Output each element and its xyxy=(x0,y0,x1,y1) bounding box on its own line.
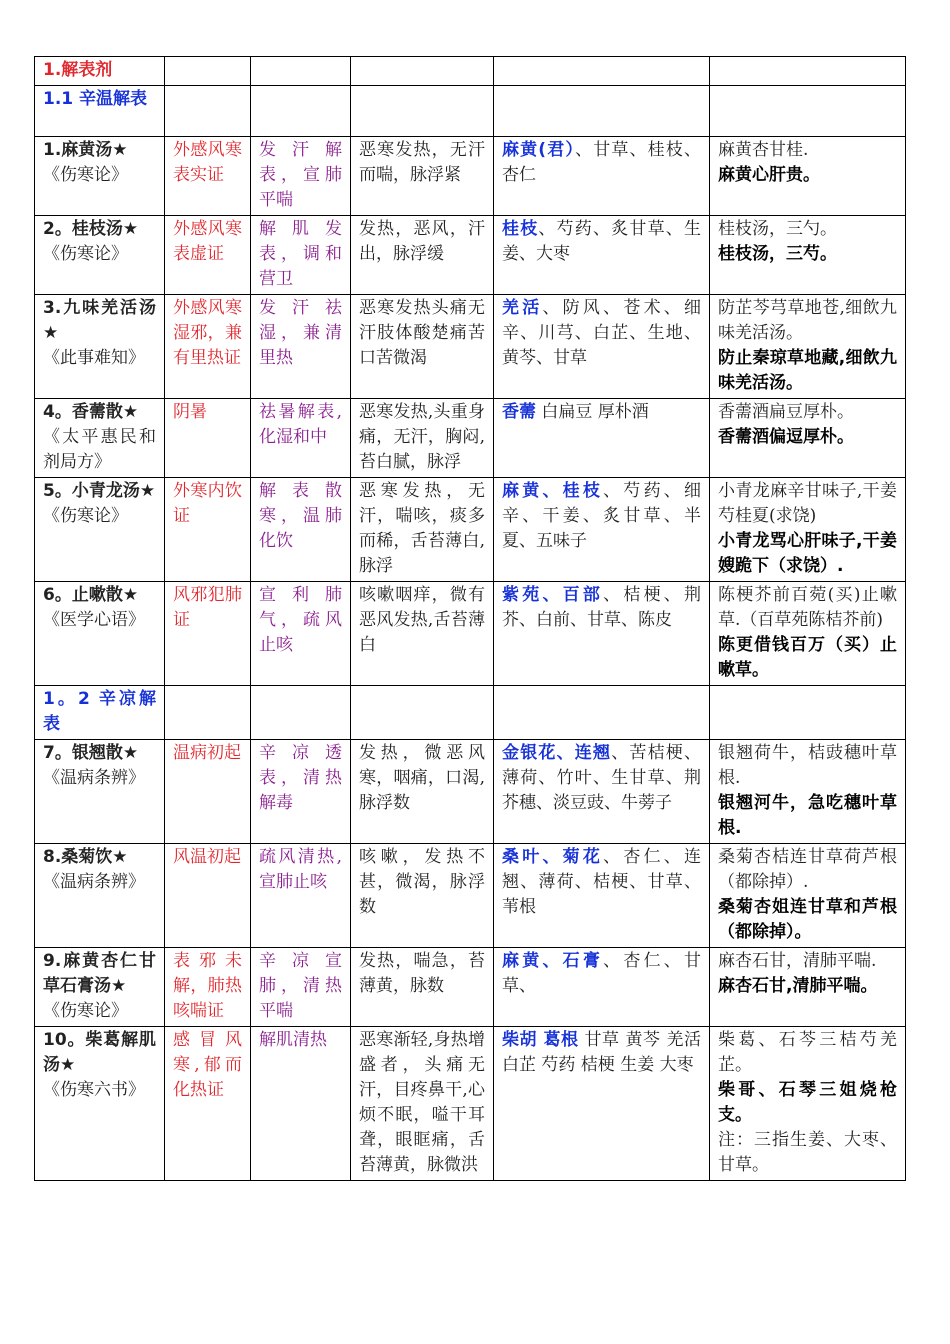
effect-cell: 解表散寒，温肺化饮 xyxy=(251,478,351,582)
symptoms-cell: 恶寒发热，无汗而喘，脉浮紧 xyxy=(351,137,494,216)
formula-name-cell xyxy=(35,844,165,948)
syndrome-cell: 阴暑 xyxy=(165,399,251,478)
formula-source: 《伤寒论》 xyxy=(43,1001,128,1021)
formula-row xyxy=(35,399,906,478)
formula-name: 10。柴葛解肌汤★ xyxy=(43,1030,156,1075)
mnemonic-bold: 桑菊杏姐连甘草和芦根（都除掉）。 xyxy=(718,897,897,942)
formula-table xyxy=(34,56,906,1181)
herbs-rest: 、桔梗、荆芥、白前、甘草、陈皮 xyxy=(502,585,702,630)
herbs-rest: 、杏仁、甘草、 xyxy=(502,951,702,996)
subsection-title: 1.1 辛温解表 xyxy=(35,86,165,137)
formula-source: 《太平惠民和剂局方》 xyxy=(43,427,156,472)
formula-row xyxy=(35,1027,906,1181)
symptoms-cell: 咳嗽，发热不甚，微渴，脉浮数 xyxy=(351,844,494,948)
symptoms-cell: 恶寒渐轻,身热增盛者，头痛无汗，目疼鼻干,心烦不眠，嗌干耳聋，眼眶痛，舌苔薄黄，脉微洪 xyxy=(351,1027,494,1181)
mnemonic-bold: 麻杏石甘,清肺平喘。 xyxy=(718,976,878,996)
mnemonic-cell xyxy=(710,137,906,216)
herbs-cell xyxy=(494,1027,710,1181)
effect-cell: 发汗祛湿，兼清里热 xyxy=(251,295,351,399)
herbs-rest: 、芍药、细辛、干姜、炙甘草、半夏、五味子 xyxy=(502,481,702,551)
formula-source: 《伤寒论》 xyxy=(43,244,128,264)
section-title: 1.解表剂 xyxy=(35,57,165,86)
mnemonic-cell xyxy=(710,844,906,948)
formula-name-cell xyxy=(35,295,165,399)
formula-row xyxy=(35,216,906,295)
formula-name-cell xyxy=(35,478,165,582)
herbs-key: 金银花、连翘 xyxy=(502,743,612,763)
herbs-cell xyxy=(494,478,710,582)
symptoms-cell: 恶寒发热头痛无汗肢体酸楚痛苦口苦微渴 xyxy=(351,295,494,399)
mnemonic-bold: 银翘河牛，急吃穗叶草根. xyxy=(718,793,897,838)
symptoms-cell: 恶寒发热，无汗，喘咳，痰多而稀，舌苔薄白,脉浮 xyxy=(351,478,494,582)
formula-name: 9.麻黄杏仁甘草石膏汤★ xyxy=(43,951,156,996)
syndrome-cell: 风邪犯肺证 xyxy=(165,582,251,686)
formula-row xyxy=(35,948,906,1027)
mnemonic-cell xyxy=(710,295,906,399)
mnemonic: 小青龙麻辛甘味子,干姜芍桂夏(求饶) xyxy=(718,481,897,526)
herbs-key: 麻黄(君） xyxy=(502,140,576,160)
symptoms-cell: 恶寒发热,头重身痛，无汗，胸闷,苔白腻，脉浮 xyxy=(351,399,494,478)
syndrome-cell: 表邪未解，肺热咳喘证 xyxy=(165,948,251,1027)
herbs-cell xyxy=(494,948,710,1027)
mnemonic-cell xyxy=(710,216,906,295)
mnemonic: 柴葛、石芩三桔芍羌芷。 xyxy=(718,1030,897,1075)
section-row xyxy=(35,86,906,137)
herbs-key: 柴胡 葛根 xyxy=(502,1030,579,1050)
herbs-cell xyxy=(494,216,710,295)
symptoms-cell: 发热，喘急，苔薄黄，脉数 xyxy=(351,948,494,1027)
syndrome-cell: 外感风寒表实证 xyxy=(165,137,251,216)
herbs-rest: 、芍药、炙甘草、生姜、大枣 xyxy=(502,219,702,264)
mnemonic: 麻杏石甘，清肺平喘. xyxy=(718,951,877,971)
herbs-rest: 甘草 黄芩 羌活 白芷 芍药 桔梗 生姜 大枣 xyxy=(502,1030,701,1075)
effect-cell: 辛凉宣肺，清热平喘 xyxy=(251,948,351,1027)
formula-row xyxy=(35,478,906,582)
mnemonic: 桂枝汤，三勺。 xyxy=(718,219,837,239)
herbs-rest: 白扁豆 厚朴酒 xyxy=(536,402,649,422)
mnemonic-bold: 桂枝汤，三芍。 xyxy=(718,244,837,264)
formula-name: 2。桂枝汤★ xyxy=(43,219,139,239)
formula-name: 3.九味羌活汤★ xyxy=(43,298,156,343)
mnemonic: 陈梗芥前百菀(买)止嗽草.（百草苑陈桔芥前) xyxy=(718,585,897,630)
formula-row xyxy=(35,137,906,216)
formula-name-cell xyxy=(35,740,165,844)
syndrome-cell: 温病初起 xyxy=(165,740,251,844)
formula-source: 《伤寒论》 xyxy=(43,506,128,526)
mnemonic: 麻黄杏甘桂. xyxy=(718,140,809,160)
syndrome-cell: 外感风寒表虚证 xyxy=(165,216,251,295)
mnemonic: 香薷酒扁豆厚朴。 xyxy=(718,402,854,422)
syndrome-cell: 外寒内饮证 xyxy=(165,478,251,582)
syndrome-cell: 外感风寒湿邪，兼有里热证 xyxy=(165,295,251,399)
formula-name-cell xyxy=(35,1027,165,1181)
formula-row xyxy=(35,582,906,686)
herbs-key: 桑叶、菊花 xyxy=(502,847,604,867)
formula-name: 6。止嗽散★ xyxy=(43,585,139,605)
formula-name: 7。银翘散★ xyxy=(43,743,139,763)
herbs-cell xyxy=(494,740,710,844)
mnemonic-bold: 小青龙骂心肝味子,干姜嫂跪下（求饶）. xyxy=(718,531,897,576)
mnemonic: 银翘荷牛，桔豉穗叶草根. xyxy=(718,743,897,788)
mnemonic: 防芷芩芎草地苍,细飲九味羌活汤。 xyxy=(718,298,897,343)
mnemonic-note: 注：三指生姜、大枣、甘草。 xyxy=(718,1130,897,1175)
formula-name-cell xyxy=(35,216,165,295)
symptoms-cell: 发热，恶风，汗出，脉浮缓 xyxy=(351,216,494,295)
herbs-cell xyxy=(494,844,710,948)
formula-name: 4。香薷散★ xyxy=(43,402,139,422)
formula-source: 《伤寒六书》 xyxy=(43,1080,145,1100)
mnemonic-cell xyxy=(710,399,906,478)
formula-table-body xyxy=(35,57,906,1181)
herbs-key: 香薷 xyxy=(502,402,536,422)
effect-cell: 解肌发表，调和营卫 xyxy=(251,216,351,295)
herbs-cell xyxy=(494,582,710,686)
herbs-key: 桂枝 xyxy=(502,219,539,239)
symptoms-cell: 咳嗽咽痒，微有恶风发热,舌苔薄白 xyxy=(351,582,494,686)
herbs-rest: 、甘草、桂枝、杏仁 xyxy=(502,140,701,185)
mnemonic-bold: 麻黄心肝贵。 xyxy=(718,165,820,185)
herbs-rest: 、杏仁、连翘、薄荷、桔梗、甘草、苇根 xyxy=(502,847,702,917)
mnemonic-cell xyxy=(710,1027,906,1181)
effect-cell: 疏风清热,宣肺止咳 xyxy=(251,844,351,948)
formula-name: 8.桑菊饮★ xyxy=(43,847,128,867)
formula-source: 《温病条辨》 xyxy=(43,768,145,788)
herbs-cell xyxy=(494,399,710,478)
formula-name-cell xyxy=(35,399,165,478)
mnemonic-bold: 陈更借钱百万（买）止嗽草。 xyxy=(718,635,897,680)
syndrome-cell: 感冒风寒,郁而化热证 xyxy=(165,1027,251,1181)
formula-row xyxy=(35,740,906,844)
mnemonic-cell xyxy=(710,582,906,686)
herbs-rest: 、苦桔梗、薄荷、竹叶、生甘草、荆芥穗、淡豆豉、牛蒡子 xyxy=(502,743,702,813)
effect-cell: 发汗解表，宣肺平喘 xyxy=(251,137,351,216)
formula-source: 《医学心语》 xyxy=(43,610,145,630)
mnemonic-cell xyxy=(710,740,906,844)
effect-cell: 祛暑解表,化湿和中 xyxy=(251,399,351,478)
mnemonic: 桑菊杏桔连甘草荷芦根（都除掉）. xyxy=(718,847,897,892)
herbs-rest: 、防风、苍术、细辛、川芎、白芷、生地、黄芩、甘草 xyxy=(502,298,702,368)
formula-name-cell xyxy=(35,948,165,1027)
formula-name: 5。小青龙汤★ xyxy=(43,481,156,501)
formula-source: 《伤寒论》 xyxy=(43,165,128,185)
herbs-cell xyxy=(494,295,710,399)
effect-cell: 解肌清热 xyxy=(251,1027,351,1181)
formula-source: 《此事难知》 xyxy=(43,348,145,368)
formula-row xyxy=(35,844,906,948)
herbs-cell xyxy=(494,137,710,216)
mnemonic-cell xyxy=(710,478,906,582)
effect-cell: 宣利肺气，疏风止咳 xyxy=(251,582,351,686)
subsection-title: 1。2 辛凉解表 xyxy=(35,686,165,740)
formula-name-cell xyxy=(35,137,165,216)
syndrome-cell: 风温初起 xyxy=(165,844,251,948)
effect-cell: 辛凉透表，清热解毒 xyxy=(251,740,351,844)
mnemonic-bold: 香薷酒偏逗厚朴。 xyxy=(718,427,854,447)
herbs-key: 麻黄、石膏 xyxy=(502,951,604,971)
mnemonic-bold: 防止秦琼草地藏,细飲九味羌活汤。 xyxy=(718,348,897,393)
formula-source: 《温病条辨》 xyxy=(43,872,145,892)
mnemonic-cell xyxy=(710,948,906,1027)
symptoms-cell: 发热，微恶风寒，咽痛，口渴,脉浮数 xyxy=(351,740,494,844)
section-row xyxy=(35,57,906,86)
herbs-key: 麻黄、桂枝 xyxy=(502,481,604,501)
herbs-key: 紫苑、百部 xyxy=(502,585,604,605)
section-row xyxy=(35,686,906,740)
formula-name-cell xyxy=(35,582,165,686)
formula-row xyxy=(35,295,906,399)
formula-name: 1.麻黄汤★ xyxy=(43,140,128,160)
herbs-key: 羌活 xyxy=(502,298,543,318)
mnemonic-bold: 柴哥、石琴三姐烧枪支。 xyxy=(718,1080,897,1125)
